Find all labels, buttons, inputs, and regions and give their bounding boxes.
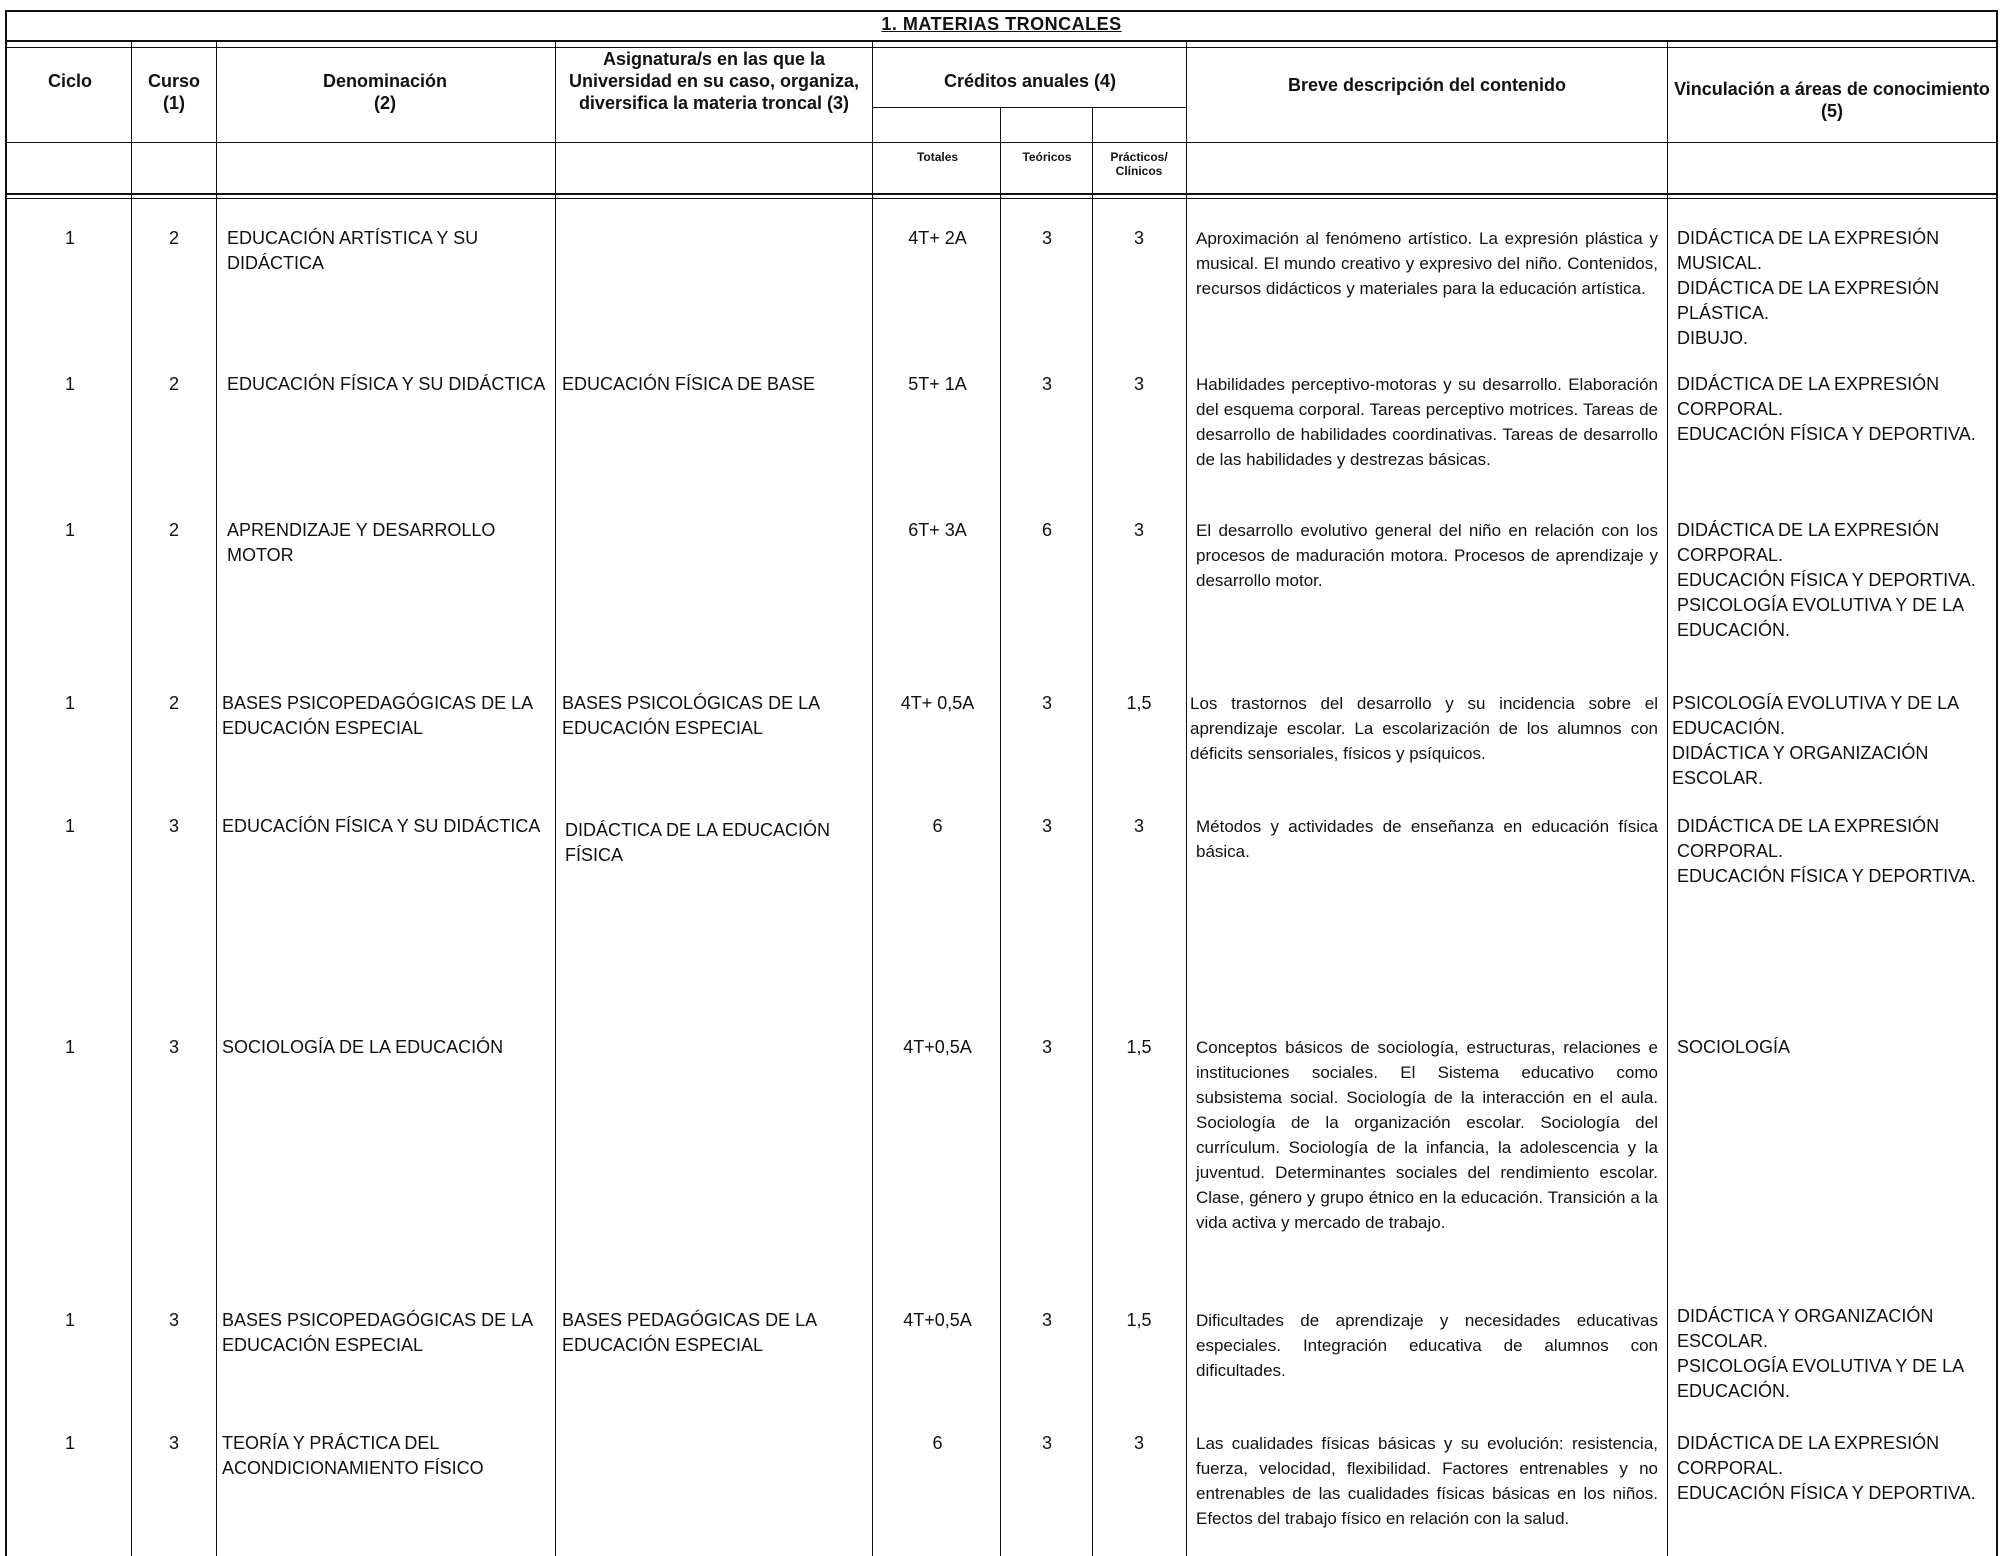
row-7-curso: 3: [168, 1310, 179, 1330]
row-6-descripcion: Conceptos básicos de sociología, estructuras, relaciones e instituciones sociales. El Sistema educativo como subsistema social. Sociología de la interacción en el aula. Sociología de la organización escolar. Sociología del currículum. Sociología de la infancia, la adolescencia y la juventud. Determinantes sociales del rendimiento escolar. Clase, género y grupo étnico en la educación. Transición a la vida activa y mercado de trabajo.: [1196, 1038, 1658, 1232]
row-2-asignatura: EDUCACIÓN FÍSICA DE BASE: [562, 374, 816, 394]
header-rule-top: [5, 47, 1998, 48]
header-rule-bottom: [5, 193, 1998, 195]
row-6-vinculacion: SOCIOLOGÍA: [1677, 1037, 1791, 1057]
row-8-totales: 6: [932, 1433, 943, 1453]
row-3-teoricos: 6: [1041, 520, 1052, 540]
row-3-descripcion: El desarrollo evolutivo general del niño en relación con los procesos de maduración motora. Procesos de aprendizaje y desarrollo motor.: [1196, 521, 1658, 590]
frame-top: [5, 10, 1998, 12]
row-8-teoricos: 3: [1041, 1433, 1052, 1453]
row-2-denominacion: EDUCACIÓN FÍSICA Y SU DIDÁCTICA: [227, 374, 546, 394]
header-vinculacion: Vinculación a áreas de conocimiento (5): [1674, 79, 1990, 121]
row-7-asignatura: BASES PEDAGÓGICAS DE LA EDUCACIÓN ESPECIAL: [562, 1310, 817, 1355]
row-7-denominacion: BASES PSICOPEDAGÓGICAS DE LA EDUCACIÓN ESPECIAL: [222, 1310, 533, 1355]
col-rule-6: [1092, 107, 1093, 1556]
row-3-totales: 6T+ 3A: [908, 520, 967, 540]
row-4-totales: 4T+ 0,5A: [900, 693, 975, 713]
row-7-descripcion: Dificultades de aprendizaje y necesidades educativas especiales. Integración educativa de alumnos con dificultades.: [1196, 1311, 1658, 1380]
row-1-descripcion: Aproximación al fenómeno artístico. La expresión plástica y musical. El mundo creativo y expresivo del niño. Contenidos, recursos didácticos y materiales para la educación artística.: [1196, 229, 1658, 298]
row-6-curso: 3: [168, 1037, 179, 1057]
row-2-totales: 5T+ 1A: [908, 374, 967, 394]
header-denominacion: Denominación (2): [322, 71, 447, 113]
row-8-descripcion: Las cualidades físicas básicas y su evolución: resistencia, fuerza, velocidad, flexibilidad. Factores entrenables y no entrenables de las cualidades físicas básicas en los niños. Efectos del trabajo físico en relación con la salud.: [1196, 1434, 1658, 1528]
col-rule-5: [1000, 107, 1001, 1556]
row-1-denominacion: EDUCACIÓN ARTÍSTICA Y SU DIDÁCTICA: [227, 228, 479, 273]
row-3-practicos: 3: [1133, 520, 1144, 540]
row-5-teoricos: 3: [1041, 816, 1052, 836]
row-7-teoricos: 3: [1041, 1310, 1052, 1330]
row-6-denominacion: SOCIOLOGÍA DE LA EDUCACIÓN: [222, 1037, 504, 1057]
row-6-ciclo: 1: [64, 1037, 75, 1057]
row-3-vinculacion: DIDÁCTICA DE LA EXPRESIÓN CORPORAL. EDUCACIÓN FÍSICA Y DEPORTIVA. PSICOLOGÍA EVOLUTIVA Y DE LA EDUCACIÓN.: [1677, 520, 1976, 640]
col-rule-7: [1186, 42, 1187, 1556]
header-rule-bottom-2: [5, 198, 1998, 199]
row-7-ciclo: 1: [64, 1310, 75, 1330]
row-8-denominacion: TEORÍA Y PRÁCTICA DEL ACONDICIONAMIENTO FÍSICO: [222, 1433, 484, 1478]
row-2-descripcion: Habilidades perceptivo-motoras y su desarrollo. Elaboración del esquema corporal. Tareas perceptivo motrices. Tareas de desarrollo de habilidades coordinativas. Tareas de desarrollo de las habilidades y destrezas básicas.: [1196, 375, 1658, 469]
row-1-ciclo: 1: [64, 228, 75, 248]
col-rule-4: [872, 42, 873, 1556]
row-8-curso: 3: [168, 1433, 179, 1453]
header-curso: Curso (1): [147, 71, 200, 113]
header-teoricos: Teóricos: [1022, 150, 1072, 164]
row-7-totales: 4T+0,5A: [903, 1310, 972, 1330]
col-rule-1: [131, 42, 132, 1556]
row-1-teoricos: 3: [1041, 228, 1052, 248]
row-1-curso: 2: [168, 228, 179, 248]
row-2-curso: 2: [168, 374, 179, 394]
row-6-teoricos: 3: [1041, 1037, 1052, 1057]
row-2-teoricos: 3: [1041, 374, 1052, 394]
row-6-totales: 4T+0,5A: [903, 1037, 972, 1057]
row-4-vinculacion: PSICOLOGÍA EVOLUTIVA Y DE LA EDUCACIÓN. DIDÁCTICA Y ORGANIZACIÓN ESCOLAR.: [1672, 693, 1959, 788]
header-totales: Totales: [916, 150, 959, 164]
creditos-rule: [873, 107, 1187, 108]
row-1-totales: 4T+ 2A: [908, 228, 967, 248]
row-5-asignatura: DIDÁCTICA DE LA EDUCACIÓN FÍSICA: [565, 820, 831, 865]
header-descripcion: Breve descripción del contenido: [1287, 75, 1567, 95]
row-2-ciclo: 1: [64, 374, 75, 394]
row-7-vinculacion: DIDÁCTICA Y ORGANIZACIÓN ESCOLAR. PSICOLOGÍA EVOLUTIVA Y DE LA EDUCACIÓN.: [1677, 1306, 1964, 1401]
frame-left: [5, 10, 7, 1556]
row-8-vinculacion: DIDÁCTICA DE LA EXPRESIÓN CORPORAL. EDUCACIÓN FÍSICA Y DEPORTIVA.: [1677, 1433, 1976, 1503]
row-4-curso: 2: [168, 693, 179, 713]
row-5-practicos: 3: [1133, 816, 1144, 836]
row-6-practicos: 1,5: [1126, 1037, 1152, 1057]
header-practicos: Prácticos/ Clínicos: [1110, 150, 1168, 178]
table-title: 1. MATERIAS TRONCALES: [881, 14, 1122, 34]
header-ciclo: Ciclo: [47, 71, 92, 91]
col-rule-8: [1667, 42, 1668, 1556]
row-5-curso: 3: [168, 816, 179, 836]
row-4-asignatura: BASES PSICOLÓGICAS DE LA EDUCACIÓN ESPECIAL: [562, 693, 820, 738]
col-rule-2: [216, 42, 217, 1556]
row-4-teoricos: 3: [1041, 693, 1052, 713]
title-rule: [5, 40, 1998, 42]
row-3-ciclo: 1: [64, 520, 75, 540]
row-1-practicos: 3: [1133, 228, 1144, 248]
row-4-ciclo: 1: [64, 693, 75, 713]
row-8-ciclo: 1: [64, 1433, 75, 1453]
row-4-practicos: 1,5: [1126, 693, 1152, 713]
row-5-denominacion: EDUCACÍÓN FÍSICA Y SU DIDÁCTICA: [222, 816, 541, 836]
row-2-practicos: 3: [1133, 374, 1144, 394]
row-5-descripcion: Métodos y actividades de enseñanza en educación física básica.: [1196, 817, 1658, 861]
row-3-curso: 2: [168, 520, 179, 540]
col-rule-3: [555, 42, 556, 1556]
row-4-denominacion: BASES PSICOPEDAGÓGICAS DE LA EDUCACIÓN ESPECIAL: [222, 693, 533, 738]
row-5-ciclo: 1: [64, 816, 75, 836]
row-7-practicos: 1,5: [1126, 1310, 1152, 1330]
header-creditos: Créditos anuales (4): [943, 71, 1117, 91]
row-4-descripcion: Los trastornos del desarrollo y su incidencia sobre el aprendizaje escolar. La escolarización de los alumnos con déficits sensoriales, físicos y psíquicos.: [1190, 694, 1658, 763]
header-rule-mid: [5, 142, 1998, 143]
row-1-vinculacion: DIDÁCTICA DE LA EXPRESIÓN MUSICAL. DIDÁCTICA DE LA EXPRESIÓN PLÁSTICA. DIBUJO.: [1677, 228, 1940, 348]
row-2-vinculacion: DIDÁCTICA DE LA EXPRESIÓN CORPORAL. EDUCACIÓN FÍSICA Y DEPORTIVA.: [1677, 374, 1976, 444]
row-3-denominacion: APRENDIZAJE Y DESARROLLO MOTOR: [227, 520, 496, 565]
row-5-totales: 6: [932, 816, 943, 836]
header-asignatura: Asignatura/s en las que la Universidad en su caso, organiza, diversifica la materia troncal (3): [568, 49, 860, 113]
frame-right: [1996, 10, 1998, 1556]
row-5-vinculacion: DIDÁCTICA DE LA EXPRESIÓN CORPORAL. EDUCACIÓN FÍSICA Y DEPORTIVA.: [1677, 816, 1976, 886]
row-8-practicos: 3: [1133, 1433, 1144, 1453]
